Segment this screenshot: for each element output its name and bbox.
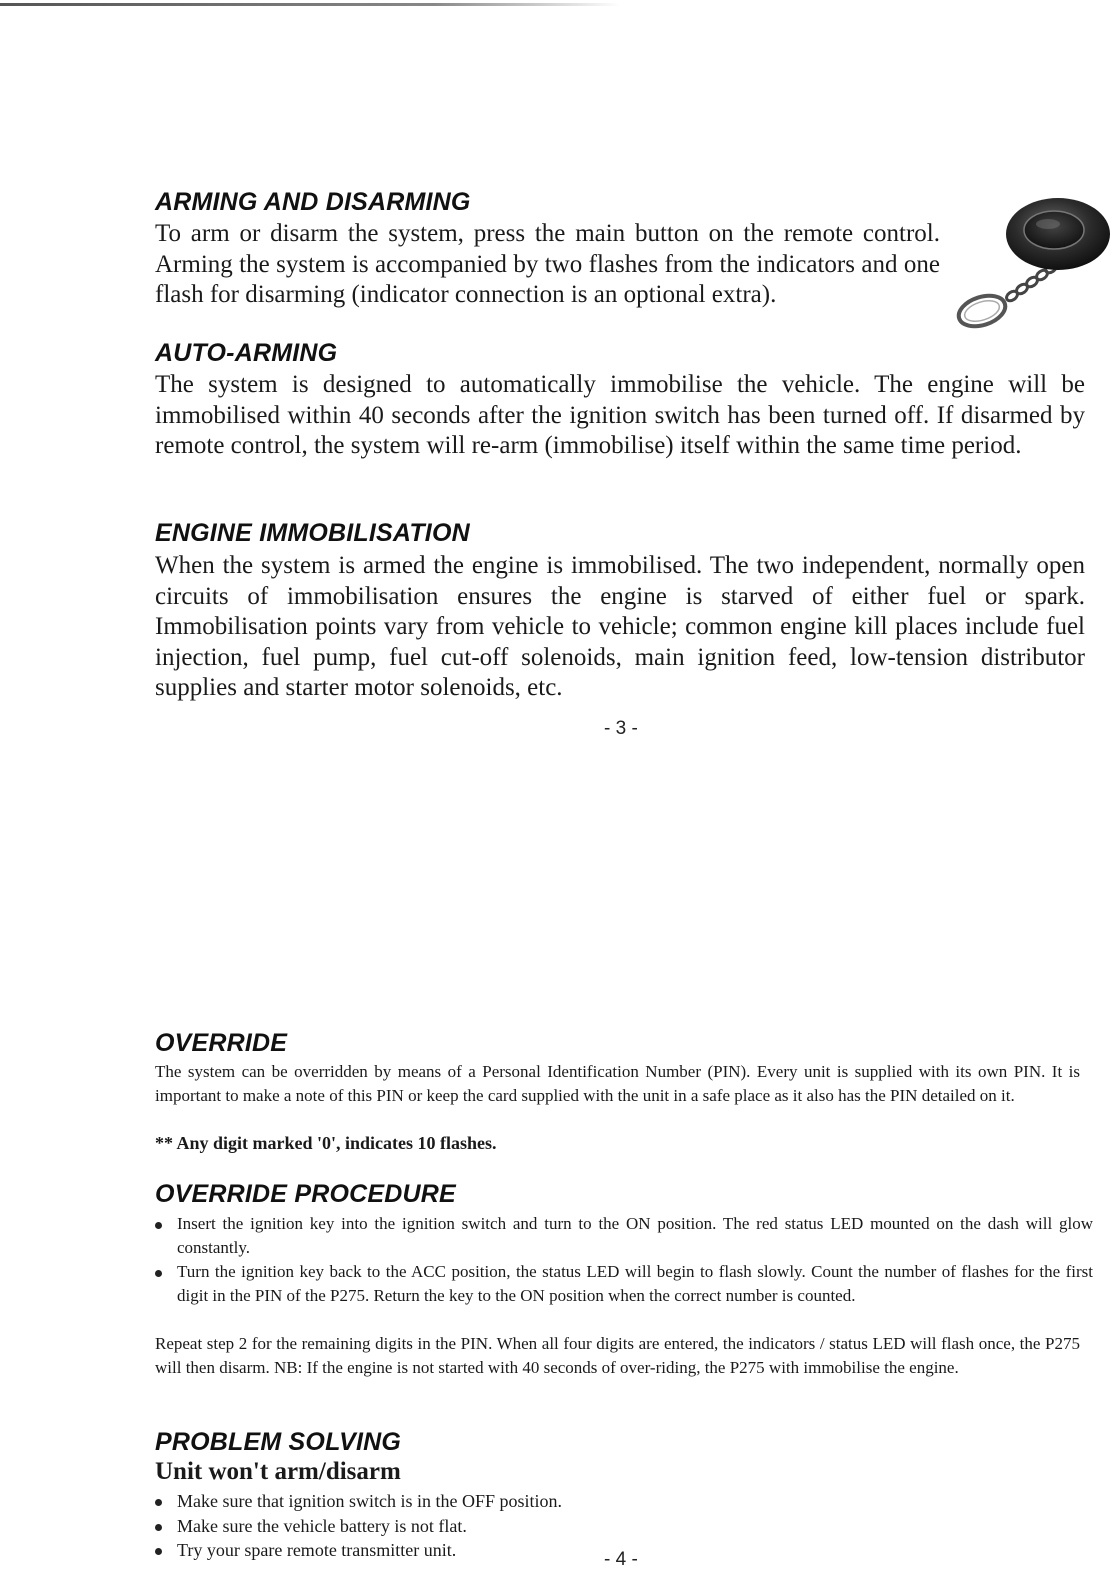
heading-problem-solving: PROBLEM SOLVING [155,1428,402,1456]
auto-arming-text: The system is designed to automatically immobilise the vehicle. The engine will be immobilised within 40 seconds after the ignition switch has been turned off. If disarmed by remote control, the system will re-arm (immobilise) itself within the same time period. [155,371,1085,459]
problem-solving-list [155,1489,755,1563]
bullet-icon [155,1524,162,1531]
scan-edge-line [0,3,620,6]
bullet-icon [155,1270,162,1277]
override-steps-list [155,1212,1093,1308]
bullet-icon [155,1548,162,1555]
engine-immobilisation-text: When the system is armed the engine is immobilised. The two independent, normally open circuits of immobilisation ensures the engine is starved of either fuel or spark. Immobilisation points vary from vehicle to vehicle; common engine kill places include fuel injection, fuel pump, fuel cut-off solenoids, main ignition feed, low-tension distributor supplies and starter motor solenoids, etc. [155,552,1085,701]
override-procedure-text: Repeat step 2 for the remaining digits in the PIN. When all four digits are entered, the indicators / status LED will flash once, the P275 will then disarm. NB: If the engine is not started with 40 seconds of over-riding, the P275 with immobilise the engine. [155,1334,1080,1377]
bullet-icon [155,1222,162,1229]
heading-engine-immobilisation: ENGINE IMMOBILISATION [155,519,470,547]
override-text: The system can be overridden by means of a Personal Identification Number (PIN). Every unit is supplied with its own PIN. It is important to make a note of this PIN or keep the card supplied with the unit in a safe place as it also has the PIN detailed on it. [155,1062,1080,1105]
list-item: Try your spare remote transmitter unit. [155,1538,755,1563]
list-item: Make sure that ignition switch is in the OFF position. [155,1489,755,1514]
list-item: Insert the ignition key into the ignition switch and turn to the ON position. The red status LED mounted on the dash will glow constantly. [155,1212,1093,1260]
bullet-icon [155,1499,162,1506]
arming-text: To arm or disarm the system, press the main button on the remote control. Arming the system is accompanied by two flashes from the indicators and one flash for disarming (indicator connection is an optional extra). [155,220,940,308]
heading-auto-arming: AUTO-ARMING [155,339,338,367]
list-item: Make sure the vehicle battery is not flat. [155,1514,755,1539]
heading-override: OVERRIDE [155,1029,288,1057]
heading-override-procedure: OVERRIDE PROCEDURE [155,1180,456,1208]
remote-keyfob-icon [950,196,1110,342]
page-number-3: - 3 - [604,718,638,739]
list-item: Turn the ignition key back to the ACC position, the status LED will begin to flash slowly. Count the number of flashes for the first digit in the PIN of the P275. Return the key to the ON position when the correct number is counted. [155,1260,1093,1308]
override-note: ** Any digit marked '0', indicates 10 flashes. [155,1133,497,1153]
page-number-4: - 4 - [604,1549,638,1570]
subheading-unit-wont-arm: Unit won't arm/disarm [155,1458,401,1485]
heading-arming: ARMING AND DISARMING [155,188,471,216]
